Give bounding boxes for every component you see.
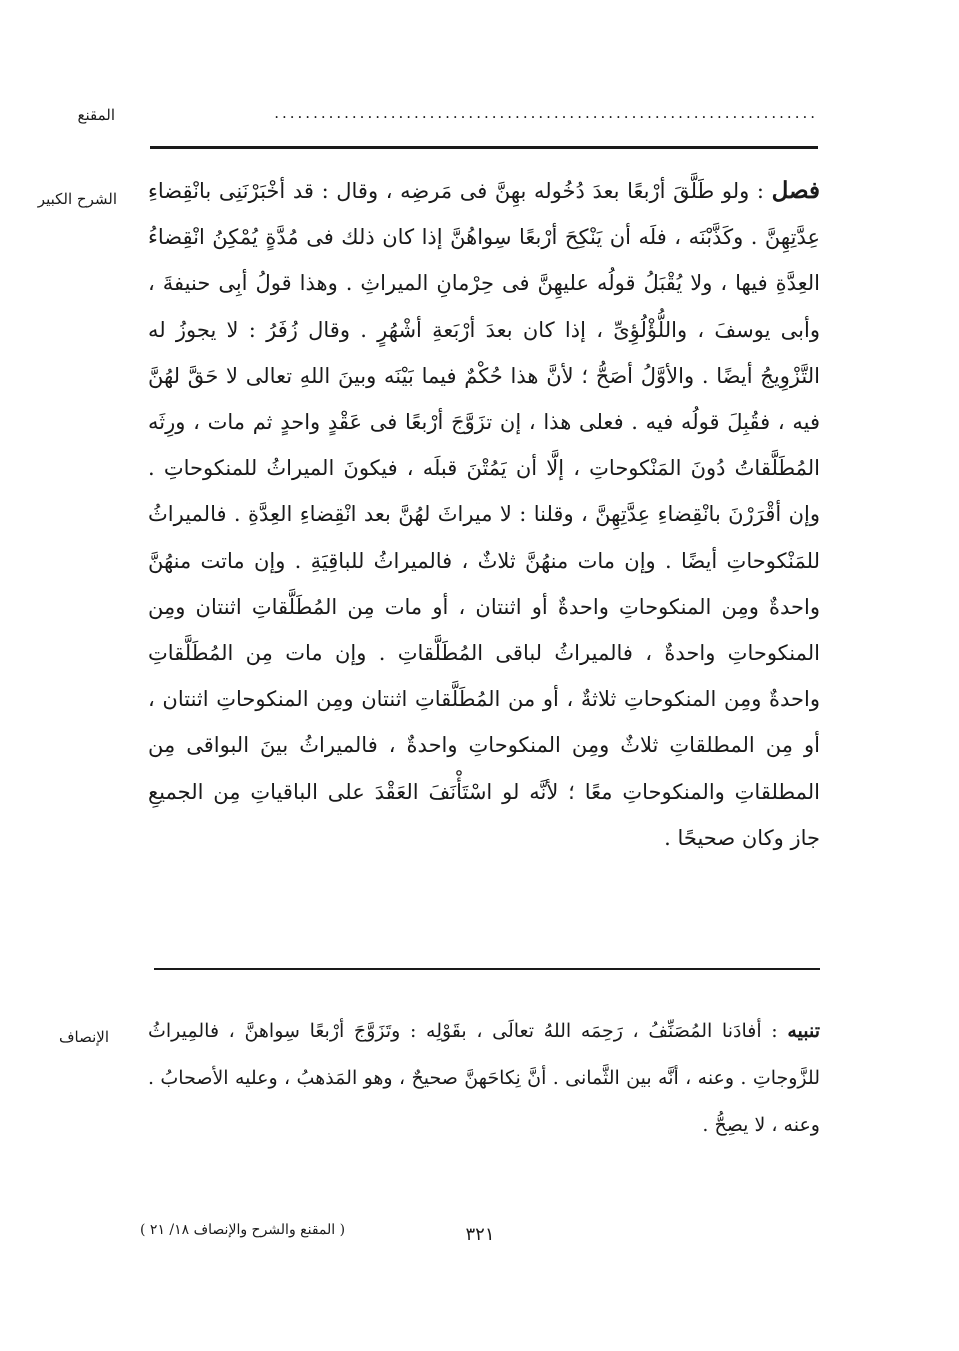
section-keyword: فصل [771, 177, 820, 204]
book-title-header: المقنع [77, 106, 115, 124]
page-number: ٣٢١ [465, 1224, 495, 1245]
sharh-section [148, 168, 820, 861]
header-rule [150, 146, 818, 149]
header-dotted-leader: ...................................................................... [274, 104, 818, 122]
section-divider [154, 968, 820, 970]
insaf-paragraph: : أفادَنا المُصَنِّفُ ، رَحِمَه اللهُ تعالَى ، بقَوْلِه : وتَزَوَّجَ أرْبعًا سِواهنَّ ، فالمِيراثُ للزَّوجاتِ . وعنه ، أنَّه بين الثَّمانى . أنَّ نِكاحَهنَّ صحيحٌ ، وهو المَذهبُ ، وعليه الأصحابُ . وعنه ، لا يصِحُّ . [148, 1020, 820, 1136]
sharh-paragraph: : ولو طَلَّقَ أرْبعًا بعدَ دُخُوله بهِنَّ فى مَرضِه ، وقال : قد أخْبَرْنَنِى بانْقِضاءِ عِدَّتِهِنَّ . وكَذَّبْنَه ، فلَه أن يَنْكِحَ أرْبعًا سِواهُنَّ إذا كان ذلك فى مُدَّةٍ يُمْكِنُ انْقِضاءُ العِدَّةِ فيها ، ولا يُقْبَلُ قولُه عليهِنَّ فى حِرْمانِ الميراثِ . وهذا قولُ أبِى حنيفةَ ، وأبى يوسفَ ، واللُّؤْلُؤِىِّ ، إذا كان بعدَ أرْبَعةِ أشْهُرٍ . وقال زُفَرُ : لا يجوزُ له التَّزْوِيجُ أيضًا . والأوَّلُ أصَحُّ ؛ لأنَّ هذا حُكْمٌ فيما بَيْنَه وبينَ اللهِ تعالى لا حَقَّ لهُنَّ فيه ، فقُبِلَ قولُه فيه . فعلى هذا ، إن تزَوَّجَ أرْبعًا فى عَقْدٍ واحدٍ ثم مات ، ورِثَه المُطَلَّقاتُ دُونَ المَنْكوحاتِ ، إلَّا أن يَمُتْنَ قبلَه ، فيكونَ الميراثُ للمنكوحاتِ . وإن أقْرَرْنَ بانْقِضاءِ عِدَّتِهِنَّ ، وقلنا : لا ميراثَ لهُنَّ بعد انْقِضاءِ العِدَّةِ . فالميراثُ للمَنْكوحاتِ أيضًا . وإن مات منهُنَّ ثلاثٌ ، فالميراثُ للباقِيَةِ . وإن ماتت منهُنَّ واحدةٌ ومِن المنكوحاتِ واحدةٌ أو اثنتان ، أو مات مِن المُطَلَّقاتِ اثنتان ومِن المنكوحاتِ واحدةٌ ، فالميراثُ لباقى المُطَلَّقاتِ . وإن مات مِن المُطَلَّقاتِ واحدةٌ ومِن المنكوحاتِ ثلاثةٌ ، أو من المُطَلَّقاتِ اثنتان ومِن المنكوحاتِ اثنتان ، أو مِن المطلقاتِ ثلاثٌ ومِن المنكوحاتِ واحدةٌ ، فالميراثُ بينَ البواقى مِن المطلقاتِ والمنكوحاتِ معًا ؛ لأنَّه لو اسْتَأْنَفَ العَقْدَ على الباقياتِ مِن الجميعِ جاز وكان صحيحًا . [148, 179, 820, 850]
insaf-section [148, 1008, 820, 1149]
sidebar-label-insaf: الإنصاف [58, 1028, 109, 1046]
note-keyword: تنبيه [787, 1020, 820, 1042]
footer-reference: ( المقنع والشرح والإنصاف ١٨/ ٢١ ) [140, 1222, 346, 1238]
sidebar-label-sharh: الشرح الكبير [37, 190, 117, 208]
